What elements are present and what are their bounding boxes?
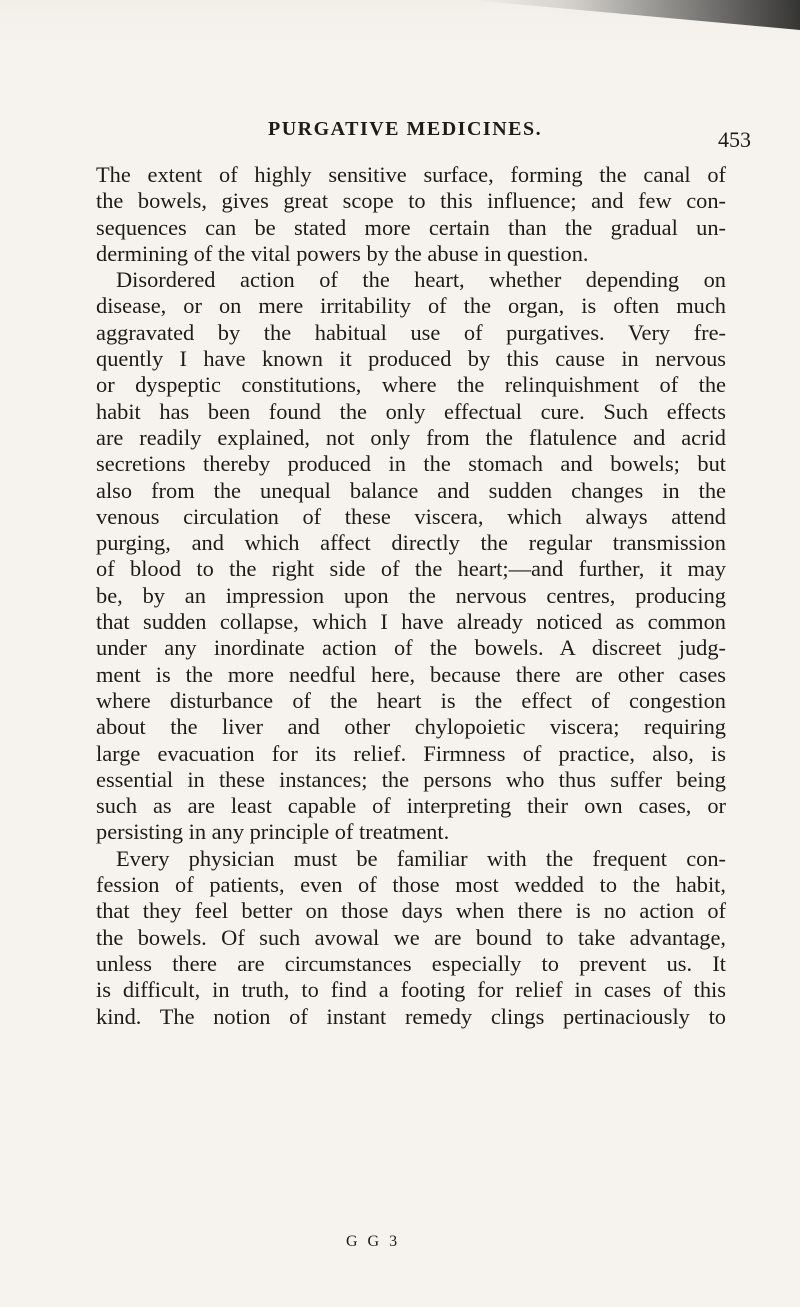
text-line: kind. The notion of instant remedy clings pertinaciously to	[96, 1003, 726, 1029]
text-line: are readily explained, not only from the flatulence and acrid	[96, 424, 726, 450]
text-line: venous circulation of these viscera, which always attend	[96, 503, 726, 529]
text-line: persisting in any principle of treatment.	[96, 819, 450, 845]
text-line: Every physician must be familiar with the frequent con-	[116, 845, 726, 871]
text-line: or dyspeptic constitutions, where the relinquishment of the	[96, 372, 726, 398]
text-line: unless there are circumstances especially to prevent us. It	[96, 950, 726, 976]
text-line: secretions thereby produced in the stomach and bowels; but	[96, 451, 726, 477]
text-line: disease, or on mere irritability of the organ, is often much	[96, 293, 726, 319]
text-line: also from the unequal balance and sudden changes in the	[96, 477, 726, 503]
text-line: purging, and which affect directly the regular transmission	[96, 530, 726, 556]
page-number: 453	[718, 127, 751, 152]
text-line: fession of patients, even of those most wedded to the habit,	[96, 872, 726, 898]
scan-shadow	[470, 0, 800, 30]
text-line: quently I have known it produced by this cause in nervous	[96, 346, 726, 372]
text-line: about the liver and other chylopoietic viscera; requiring	[96, 714, 726, 740]
body-text	[96, 162, 726, 1030]
text-line: Disordered action of the heart, whether depending on	[116, 267, 726, 293]
text-line: under any inordinate action of the bowels. A discreet judg-	[96, 635, 726, 661]
text-line: The extent of highly sensitive surface, forming the canal of	[96, 162, 726, 187]
text-line: where disturbance of the heart is the effect of congestion	[96, 687, 726, 713]
page-top-edge	[0, 0, 800, 52]
text-line: the bowels, gives great scope to this influence; and few con-	[96, 188, 726, 214]
running-title: PURGATIVE MEDICINES.	[268, 118, 543, 140]
running-head	[0, 118, 800, 154]
text-line: of blood to the right side of the heart;—and further, it may	[96, 556, 726, 582]
text-line: is difficult, in truth, to find a footing for relief in cases of this	[96, 977, 726, 1003]
text-line: such as are least capable of interpreting their own cases, or	[96, 793, 726, 819]
text-line: be, by an impression upon the nervous centres, producing	[96, 582, 726, 608]
text-line: large evacuation for its relief. Firmness of practice, also, is	[96, 740, 726, 766]
text-line: essential in these instances; the persons who thus suffer being	[96, 766, 726, 792]
text-line: dermining of the vital powers by the abuse in question.	[96, 240, 589, 266]
text-line: habit has been found the only effectual cure. Such effects	[96, 398, 726, 424]
text-line: ment is the more needful here, because there are other cases	[96, 661, 726, 687]
text-line: aggravated by the habitual use of purgatives. Very fre-	[96, 319, 726, 345]
signature-mark: G G 3	[346, 1233, 401, 1250]
text-line: the bowels. Of such avowal we are bound to take advantage,	[96, 924, 726, 950]
text-line: sequences can be stated more certain than the gradual un-	[96, 214, 726, 240]
text-line: that they feel better on those days when there is no action of	[96, 898, 726, 924]
text-line: that sudden collapse, which I have already noticed as common	[96, 609, 726, 635]
